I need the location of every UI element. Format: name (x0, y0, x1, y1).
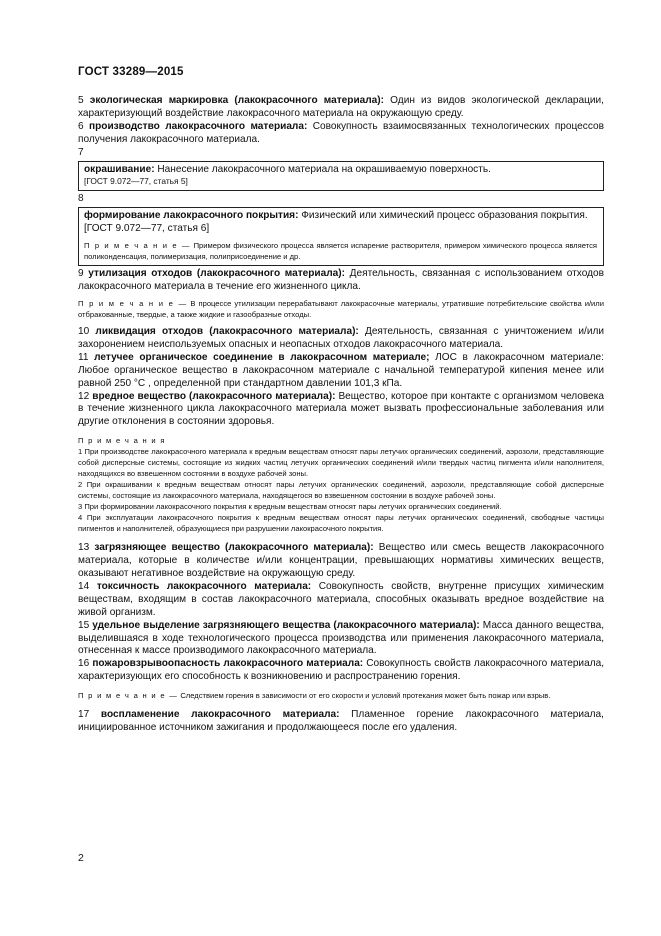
term-definition: Масса данного вещества, выделившаяся в ходе технологического процесса производства или применения лакокрасочного материала, отнесенная к массе производимого лакокрасочного материала. (78, 619, 604, 657)
term-number: 11 (78, 351, 89, 363)
term-16 (78, 658, 604, 684)
note-text: Следствием горения в зависимости от его скорости и условий протекания может быть пожар или взрыв. (180, 691, 551, 701)
term-17 (78, 709, 604, 735)
term-14 (78, 581, 604, 620)
term-number: 7 (78, 146, 84, 158)
term-number: 13 (78, 542, 90, 554)
term-number: 16 (78, 658, 90, 670)
note-label: П р и м е ч а н и е — (84, 241, 191, 251)
term-reference: [ГОСТ 9.072—77, статья 5] (84, 176, 188, 187)
term-title: воспламенение лакокрасочного материала: (100, 709, 340, 721)
term-12 (78, 391, 604, 430)
term-title: формирование лакокрасочного покрытия: (84, 210, 299, 222)
term-definition: Один из видов экологической декларации, характеризующий воздействие лакокрасочного материала на окружающую среду. (78, 95, 604, 119)
term-definition: Совокупность свойств лакокрасочного материала, характеризующих его способность к возникновению и распространению горения. (78, 658, 604, 683)
term-note (78, 298, 604, 320)
term-note (78, 690, 604, 701)
term-13 (78, 542, 604, 581)
term-11 (78, 352, 604, 391)
term-title: летучее органическое соединение в лакокрасочном материале; (94, 351, 430, 363)
standard-header: ГОСТ 33289—2015 (78, 66, 184, 78)
term-9 (78, 268, 604, 294)
note-text: Примером физического процесса является испарение растворителя, примером химического процесса является поликонденсация, полимеризация, полиприсоединение и др. (84, 241, 597, 262)
term-7 (84, 164, 597, 177)
notes-block (78, 435, 604, 534)
term-8 (84, 210, 597, 223)
term-definition: Пламенное горение лакокрасочного материала, инициированное источником зажигания и продолжающееся после его удаления. (78, 709, 604, 734)
term-7-box (78, 161, 604, 192)
term-number: 12 (78, 390, 90, 402)
term-definition: Совокупность взаимосвязанных технологических процессов получения лакокрасочного материала. (78, 120, 604, 145)
note-label: П р и м е ч а н и е — (78, 298, 188, 308)
term-definition: Деятельность, связанная с использованием отходов лакокрасочного материала в течение его жизненного цикла. (78, 268, 604, 293)
term-definition: Физический или химический процесс образования покрытия. (301, 210, 588, 222)
terms-list (78, 95, 604, 735)
term-number: 14 (78, 580, 90, 592)
note-item: 1 При производстве лакокрасочного материала к вредным веществам относят пары летучих органических соединений, аэрозоли, представляющие собой дисперсные системы, состоящие из жидких частиц летучих органических соединений и/или твердых частиц пигмента и/или наполнителя, находящихся во взвешенном состоянии в воздухе рабочей зоны. (78, 447, 604, 479)
term-5 (78, 95, 604, 121)
term-number: 6 (78, 120, 84, 132)
note-label: П р и м е ч а н и е — (78, 691, 179, 701)
term-title: ликвидация отходов (лакокрасочного материала): (95, 325, 359, 337)
term-10 (78, 326, 604, 352)
term-title: вредное вещество (лакокрасочного материала): (92, 390, 336, 402)
term-definition: Вещество или смесь веществ лакокрасочного материала, которые в количестве и/или концентрации, превышающих нормативы химических веществ, оказывают негативное воздействие на окружающую среду. (78, 542, 605, 580)
term-title: токсичность лакокрасочного материала: (96, 580, 312, 592)
term-definition: ЛОС в лакокрасочном материале: Любое органическое вещество в лакокрасочном материале с начальной температурой кипения менее или равной 250 °С , определенной при стандартном давлении 101,3 кПа. (78, 351, 604, 389)
term-title: пожаровзрывоопасность лакокрасочного материала: (92, 658, 364, 670)
term-title: загрязняющее вещество (лакокрасочного материала): (94, 542, 374, 554)
note-item: 2 При окрашивании к вредным веществам относят пары летучих органических соединений, аэрозоли, представляющие собой дисперсные системы, состоящие из лакокрасочного материала, находящегося во взвешенном состоянии в воздухе рабочей зоны. (78, 480, 604, 501)
term-note (84, 240, 597, 262)
term-8-box (78, 207, 604, 266)
term-definition: Совокупность свойств, внутренне присущих химическим веществам, входящим в состав лакокрасочного материала, способных оказывать вредное воздействие на живой организм. (78, 580, 604, 618)
term-definition: Деятельность, связанная с уничтожением и/или захоронением неиспользуемых опасных и неопасных отходов лакокрасочного материала. (78, 325, 604, 350)
notes-label: П р и м е ч а н и я (78, 436, 166, 446)
term-definition: Вещество, которое при контакте с организмом человека в течение жизненного цикла лакокрасочного материала может вызвать профессиональные заболевания или другие отклонения в состоянии здоровья. (78, 390, 605, 428)
term-number: 9 (78, 268, 84, 280)
term-reference: [ГОСТ 9.072—77, статья 6] (84, 223, 210, 235)
term-number: 8 (78, 193, 84, 205)
term-title: утилизация отходов (лакокрасочного материала): (88, 268, 346, 280)
term-title: окрашивание: (84, 163, 155, 175)
term-number: 10 (78, 325, 90, 337)
page-number: 2 (78, 852, 84, 864)
note-item: 4 При эксплуатации лакокрасочного покрытия к вредным веществам относят пары летучих органических соединений, свободные частицы пигментов и наполнителей, образующиеся при разрушении лакокрасочного покрытия. (78, 513, 604, 534)
term-number: 15 (78, 619, 90, 631)
term-title: экологическая маркировка (лакокрасочного материала): (89, 95, 385, 106)
note-item: 3 При формировании лакокрасочного покрытия к вредным веществам относят пары летучих органических соединений. (78, 502, 502, 512)
term-number: 17 (78, 709, 90, 721)
term-definition: Нанесение лакокрасочного материала на окрашиваемую поверхность. (157, 163, 491, 175)
term-6 (78, 121, 604, 147)
term-title: производство лакокрасочного материала: (89, 120, 308, 132)
term-15 (78, 620, 604, 659)
term-title: удельное выделение загрязняющего вещества (лакокрасочного материала): (92, 619, 480, 631)
term-number: 5 (78, 95, 84, 106)
note-text: В процессе утилизации перерабатывают лакокрасочные материалы, утратившие потребительские свойства и/или отбракованные, твердые, а также жидкие и газообразные отходы. (78, 298, 604, 319)
